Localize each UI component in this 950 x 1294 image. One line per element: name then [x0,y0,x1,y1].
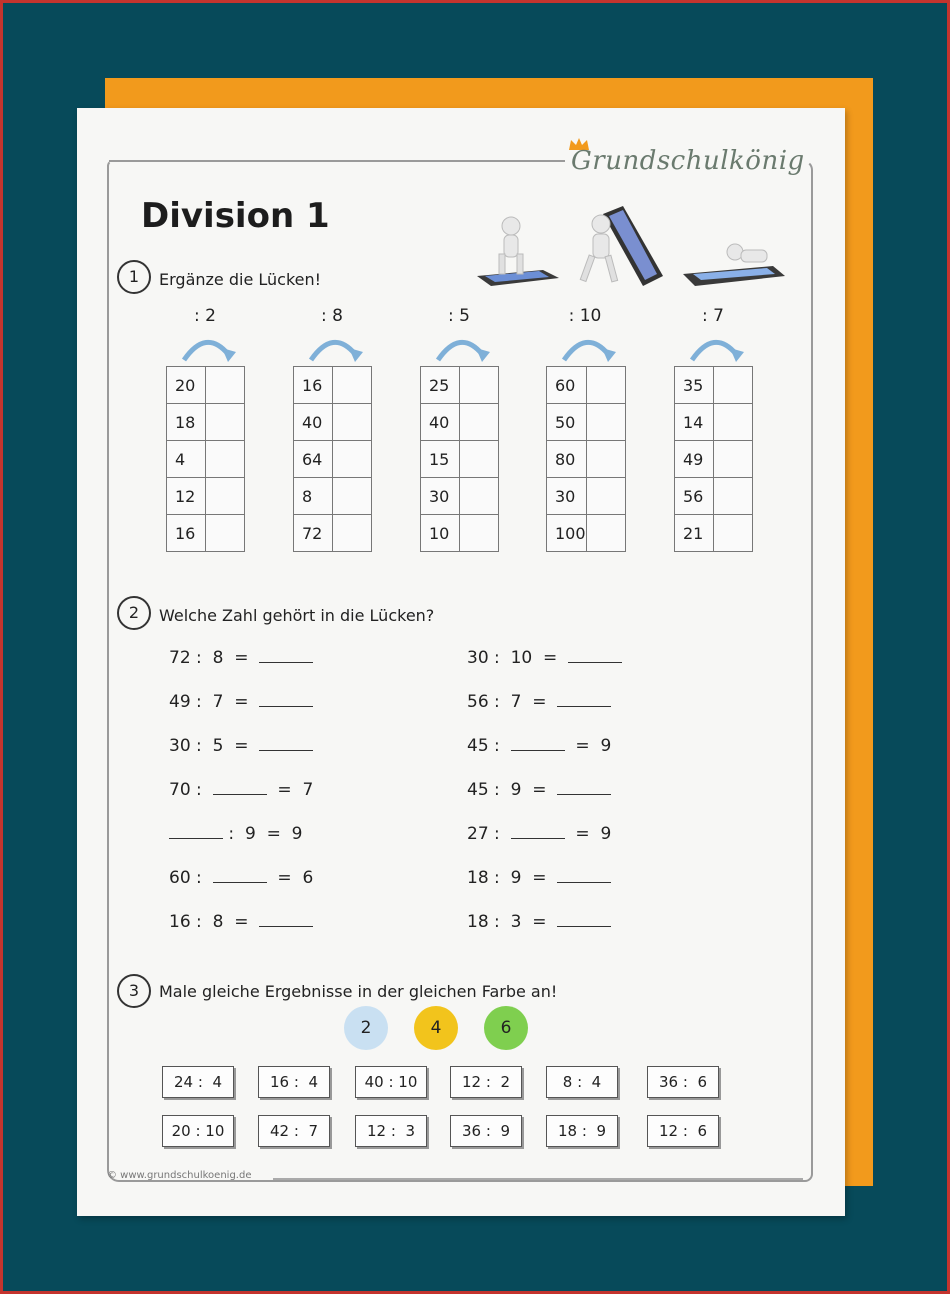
worksheet-page [77,108,845,1216]
answer-blank[interactable] [259,736,313,751]
table-row [167,404,245,441]
curved-arrow-icon [558,332,618,362]
answer-blank[interactable] [568,648,622,663]
table-row [421,515,499,552]
color-dot: 2 [344,1006,388,1050]
answer-blank[interactable] [213,780,267,795]
answer-blank[interactable] [169,824,223,839]
answer-blank[interactable] [511,736,565,751]
table-row [167,441,245,478]
equation: 70 : = 7 [169,780,314,800]
table-row [421,478,499,515]
equation: 60 : = 6 [169,868,314,888]
color-dot: 4 [414,1006,458,1050]
footer-line [273,1178,803,1180]
expression-box[interactable]: 20 : 10 [162,1115,234,1147]
dividend-cell: 4 [167,441,206,478]
expression-box[interactable]: 36 : 9 [450,1115,522,1147]
expression-box[interactable]: 40 : 10 [355,1066,427,1098]
division-table [166,366,245,552]
division-table [420,366,499,552]
dividend-cell: 80 [547,441,587,478]
equation: 30 : 10 = [467,648,622,668]
division-table [546,366,626,552]
answer-cell[interactable] [206,441,245,478]
equation: 72 : 8 = [169,648,313,668]
dividend-cell: 30 [547,478,587,515]
table-row [294,367,372,404]
answer-cell[interactable] [333,478,372,515]
dividend-cell: 12 [167,478,206,515]
expression-box[interactable]: 8 : 4 [546,1066,618,1098]
answer-blank[interactable] [259,692,313,707]
table-row [421,404,499,441]
answer-blank[interactable] [557,868,611,883]
answer-blank[interactable] [557,780,611,795]
answer-cell[interactable] [333,441,372,478]
table-row [421,367,499,404]
answer-cell[interactable] [460,441,499,478]
footer-copyright: © www.grundschulkoenig.de [107,1170,252,1181]
task-3-instruction: Male gleiche Ergebnisse in der gleichen Farbe an! [159,982,558,1001]
table-row [547,404,626,441]
curved-arrow-icon [432,332,492,362]
answer-cell[interactable] [586,367,625,404]
dividend-cell: 20 [167,367,206,404]
table-row [294,404,372,441]
task-2-instruction: Welche Zahl gehört in die Lücken? [159,606,435,625]
dividend-cell: 15 [421,441,460,478]
table-row [294,478,372,515]
operator-label: : 5 [448,306,470,326]
answer-cell[interactable] [586,478,625,515]
answer-cell[interactable] [333,515,372,552]
dividend-cell: 21 [675,515,714,552]
table-row [547,478,626,515]
dividend-cell: 30 [421,478,460,515]
dividend-cell: 25 [421,367,460,404]
table-row [547,441,626,478]
equation: 18 : 3 = [467,912,611,932]
equation: 49 : 7 = [169,692,313,712]
division-table [293,366,372,552]
dividend-cell: 16 [167,515,206,552]
equation: : 9 = 9 [169,824,302,844]
answer-cell[interactable] [460,404,499,441]
curved-arrow-icon [305,332,365,362]
expression-box[interactable]: 36 : 6 [647,1066,719,1098]
table-row [675,478,753,515]
equation: 45 : = 9 [467,736,612,756]
dividend-cell: 40 [294,404,333,441]
table-row [675,404,753,441]
curved-arrow-icon [686,332,746,362]
answer-cell[interactable] [714,367,753,404]
answer-blank[interactable] [557,912,611,927]
table-row [421,441,499,478]
table-row [675,441,753,478]
answer-cell[interactable] [714,441,753,478]
expression-box[interactable]: 42 : 7 [258,1115,330,1147]
dividend-cell: 10 [421,515,460,552]
color-dot: 6 [484,1006,528,1050]
expression-box[interactable]: 12 : 6 [647,1115,719,1147]
dividend-cell: 49 [675,441,714,478]
equation: 45 : 9 = [467,780,611,800]
answer-cell[interactable] [460,515,499,552]
answer-cell[interactable] [586,515,625,552]
operator-label: : 7 [702,306,724,326]
expression-box[interactable]: 16 : 4 [258,1066,330,1098]
dividend-cell: 64 [294,441,333,478]
dividend-cell: 35 [675,367,714,404]
dividend-cell: 72 [294,515,333,552]
dividend-cell: 60 [547,367,587,404]
dividend-cell: 16 [294,367,333,404]
table-row [675,515,753,552]
logo-text: Grundschulkönig [571,146,805,176]
table-row [167,367,245,404]
answer-blank[interactable] [511,824,565,839]
curved-arrow-icon [178,332,238,362]
equation: 30 : 5 = [169,736,313,756]
answer-cell[interactable] [460,478,499,515]
answer-cell[interactable] [206,367,245,404]
equation: 18 : 9 = [467,868,611,888]
dividend-cell: 8 [294,478,333,515]
answer-cell[interactable] [586,404,625,441]
expression-box[interactable]: 12 : 3 [355,1115,427,1147]
task-2-number: 2 [117,596,151,630]
equation: 56 : 7 = [467,692,611,712]
table-row [167,515,245,552]
table-row [547,515,626,552]
dividend-cell: 56 [675,478,714,515]
answer-cell[interactable] [714,515,753,552]
answer-blank[interactable] [259,912,313,927]
answer-cell[interactable] [714,404,753,441]
table-row [167,478,245,515]
answer-cell[interactable] [206,478,245,515]
expression-box[interactable]: 24 : 4 [162,1066,234,1098]
equation: 16 : 8 = [169,912,313,932]
answer-cell[interactable] [714,478,753,515]
dividend-cell: 40 [421,404,460,441]
task-3-number: 3 [117,974,151,1008]
answer-blank[interactable] [557,692,611,707]
table-row [547,367,626,404]
expression-box[interactable]: 18 : 9 [546,1115,618,1147]
answer-cell[interactable] [460,367,499,404]
worksheet-title: Division 1 [141,196,330,236]
equation: 27 : = 9 [467,824,612,844]
dividend-cell: 100 [547,515,587,552]
table-row [294,441,372,478]
dividend-cell: 14 [675,404,714,441]
table-row [294,515,372,552]
table-row [675,367,753,404]
task-1-instruction: Ergänze die Lücken! [159,270,322,289]
operator-label: : 8 [321,306,343,326]
figures-illustration-icon [473,204,789,296]
answer-cell[interactable] [333,404,372,441]
operator-label: : 10 [568,306,602,326]
answer-cell[interactable] [206,404,245,441]
answer-blank[interactable] [213,868,267,883]
task-1-number: 1 [117,260,151,294]
expression-box[interactable]: 12 : 2 [450,1066,522,1098]
answer-cell[interactable] [206,515,245,552]
answer-blank[interactable] [259,648,313,663]
answer-cell[interactable] [333,367,372,404]
dividend-cell: 18 [167,404,206,441]
answer-cell[interactable] [586,441,625,478]
division-table [674,366,753,552]
dividend-cell: 50 [547,404,587,441]
operator-label: : 2 [194,306,216,326]
